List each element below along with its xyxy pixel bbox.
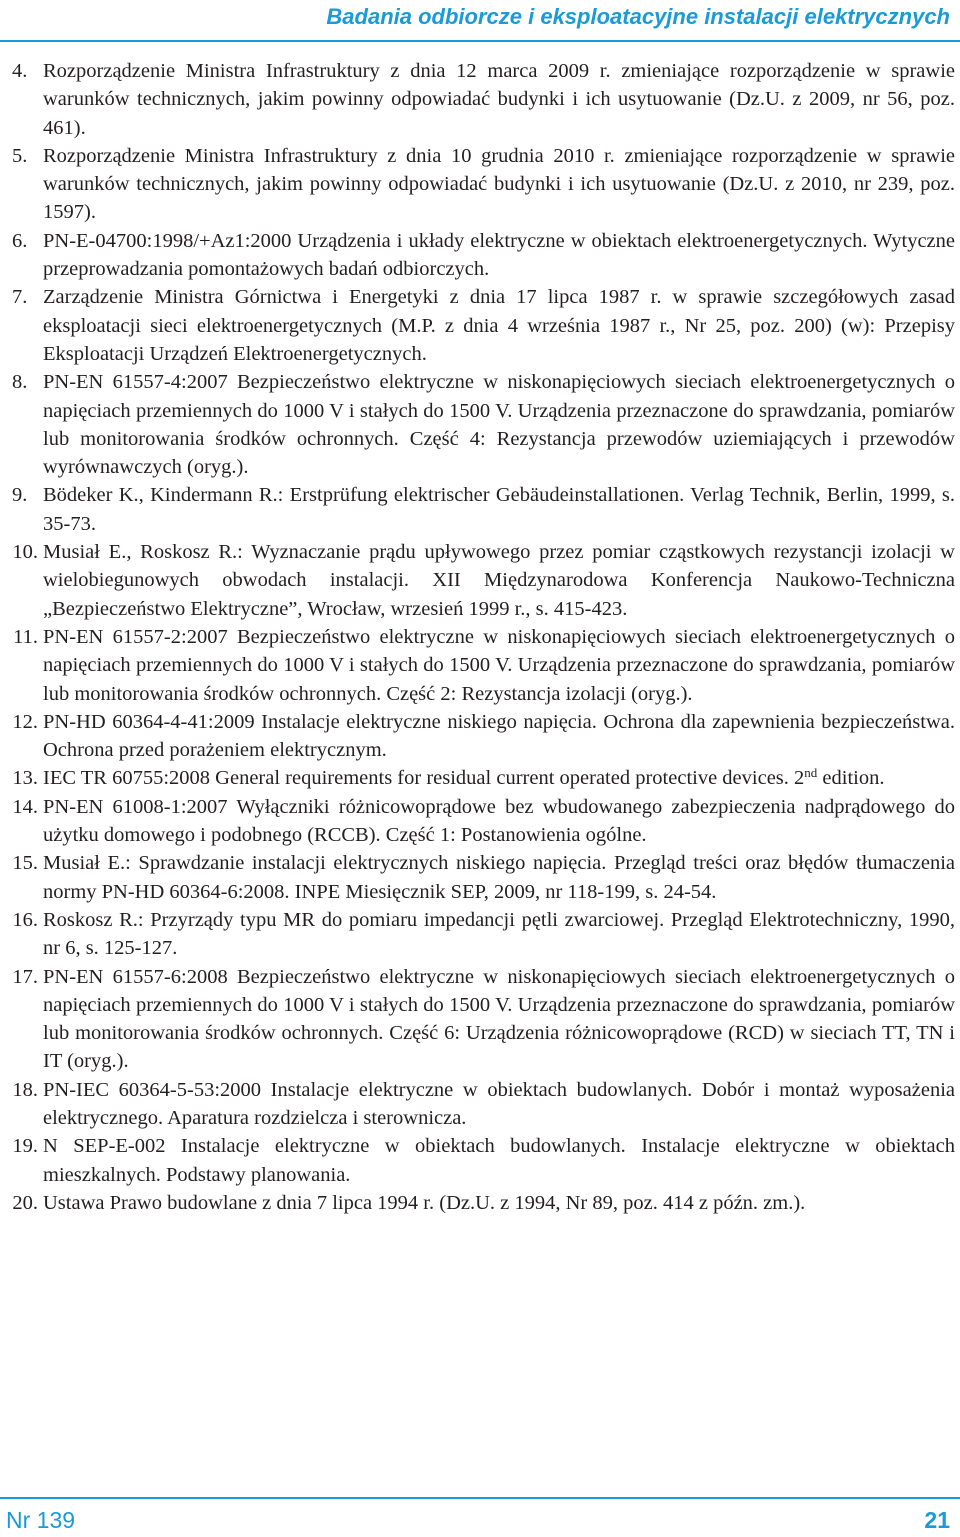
reference-number: 13. — [12, 767, 38, 790]
reference-text: PN-IEC 60364-5-53:2000 Instalacje elektryczne w obiektach budowlanych. Dobór i montaż wyposażenia elektrycznego. Aparatura rozdzielcza i sterownicza. — [43, 1078, 955, 1129]
reference-text: PN-HD 60364-4-41:2009 Instalacje elektryczne niskiego napięcia. Ochrona dla zapewnienia bezpieczeństwa. Ochrona przed porażeniem elektrycznym. — [43, 710, 955, 762]
page-number: 21 — [924, 1507, 950, 1533]
reference-item — [0, 1076, 955, 1133]
reference-item — [0, 708, 955, 765]
reference-text: Ustawa Prawo budowlane z dnia 7 lipca 1994 r. (Dz.U. z 1994, Nr 89, poz. 414 z późn. zm.). — [43, 1191, 806, 1214]
reference-text: IEC TR 60755:2008 General requirements for residual current operated protective devices. 2 — [43, 767, 805, 790]
reference-item — [0, 906, 955, 963]
reference-item — [0, 793, 955, 850]
reference-number: 12. — [12, 710, 38, 733]
reference-text: Rozporządzenie Ministra Infrastruktury z dnia 10 grudnia 2010 r. zmieniające rozporządzenie w sprawie warunków technicznych, jakim powinny odpowiadać budynki i ich usytuowanie (Dz.U. z 2010, nr 239, poz. 1597). — [43, 144, 955, 224]
reference-item — [0, 227, 955, 284]
reference-number: 9. — [12, 484, 28, 507]
reference-item — [0, 623, 955, 708]
reference-text: Roskosz R.: Przyrządy typu MR do pomiaru impedancji pętli zwarciowej. Przegląd Elektrotechniczny, 1990, nr 6, s. 125-127. — [43, 908, 955, 960]
page-footer — [0, 1497, 960, 1537]
footer-divider — [0, 1497, 960, 1499]
reference-text: Bödeker K., Kindermann R.: Erstprüfung elektrischer Gebäudeinstallationen. Verlag Technik, Berlin, 1999, s. 35-73. — [43, 484, 955, 535]
reference-text: PN-EN 61557-6:2008 Bezpieczeństwo elektryczne w niskonapięciowych sieciach elektroenergetycznych o napięciach przemiennych do 1000 V i stałych do 1500 V. Urządzenia przeznaczone do sprawdzania, pomiarów lub monitorowania środków ochronnych. Część 6: Urządzenia różnicowoprądowe (RCD) w sieciach TT, TN i IT (oryg.). — [43, 965, 955, 1073]
reference-text: PN-EN 61008-1:2007 Wyłączniki różnicowoprądowe bez wbudowanego zabezpieczenia nadprądowego do użytku domowego i podobnego (RCCB). Część 1: Postanowienia ogólne. — [43, 795, 955, 847]
header-divider — [0, 40, 960, 42]
reference-number: 19. — [12, 1135, 38, 1158]
reference-number: 5. — [12, 144, 28, 167]
reference-item — [0, 283, 955, 368]
reference-item — [0, 849, 955, 906]
reference-item — [0, 1132, 955, 1189]
reference-text: Musiał E., Roskosz R.: Wyznaczanie prądu upływowego przez pomiar cząstkowych rezystancji izolacji w wielobiegunowych obwodach instalacji. XII Międzynarodowa Konferencja Naukowo-Techniczna „Bezpieczeństwo Elektryczne”, Wrocław, wrzesień 1999 r., s. 415-423. — [43, 541, 955, 620]
reference-number: 20. — [12, 1191, 38, 1214]
reference-text: N SEP-E-002 Instalacje elektryczne w obiektach budowlanych. Instalacje elektryczne w obiektach mieszkalnych. Podstawy planowania. — [43, 1135, 955, 1186]
reference-item — [0, 1189, 955, 1217]
running-title: Badania odbiorcze i eksploatacyjne instalacji elektrycznych — [326, 4, 950, 29]
reference-text: Musiał E.: Sprawdzanie instalacji elektrycznych niskiego napięcia. Przegląd treści oraz błędów tłumaczenia normy PN-HD 60364-6:2008. INPE Miesięcznik SEP, 2009, nr 118-199, s. 24-54. — [43, 852, 955, 903]
reference-number: 15. — [12, 852, 38, 875]
reference-number: 16. — [12, 908, 38, 931]
reference-item — [0, 368, 955, 481]
issue-number: Nr 139 — [6, 1507, 76, 1533]
reference-number: 4. — [12, 60, 28, 82]
reference-item — [0, 538, 955, 623]
reference-number: 18. — [12, 1078, 38, 1101]
page-header — [0, 0, 960, 44]
reference-item — [0, 963, 955, 1076]
reference-item — [0, 481, 955, 538]
reference-item — [0, 57, 955, 142]
reference-list — [0, 57, 955, 1217]
reference-number: 11. — [13, 625, 38, 648]
reference-text: Zarządzenie Ministra Górnictwa i Energetyki z dnia 17 lipca 1987 r. w sprawie szczegółowych zasad eksploatacji sieci elektroenergetycznych (M.P. z dnia 4 września 1987 r., Nr 25, poz. 200) (w): Przepisy Eksploatacji Urządzeń Elektroenergetycznych. — [43, 286, 955, 365]
reference-text: PN-E-04700:1998/+Az1:2000 Urządzenia i układy elektryczne w obiektach elektroenergetycznych. Wytyczne przeprowadzania pomontażowych badań odbiorczych. — [43, 229, 955, 281]
reference-item — [0, 764, 955, 792]
reference-text: PN-EN 61557-2:2007 Bezpieczeństwo elektryczne w niskonapięciowych sieciach elektroenergetycznych o napięciach przemiennych do 1000 V i stałych do 1500 V. Urządzenia przeznaczone do sprawdzania, pomiarów lub monitorowania środków ochronnych. Część 2: Rezystancja izolacji (oryg.). — [43, 625, 955, 705]
reference-text: PN-EN 61557-4:2007 Bezpieczeństwo elektryczne w niskonapięciowych sieciach elektroenergetycznych o napięciach przemiennych do 1000 V i stałych do 1500 V. Urządzenia przeznaczone do sprawdzania, pomiarów lub monitorowania środków ochronnych. Część 4: Rezystancja przewodów uziemiających i przewodów wyrównawczych (oryg.). — [43, 371, 955, 479]
superscript: nd — [804, 765, 818, 781]
reference-item — [0, 142, 955, 227]
reference-number: 6. — [12, 229, 28, 252]
reference-number: 17. — [12, 965, 38, 988]
reference-text: Rozporządzenie Ministra Infrastruktury z dnia 12 marca 2009 r. zmieniające rozporządzenie w sprawie warunków technicznych, jakim powinny odpowiadać budynki i ich usytuowanie (Dz.U. z 2009, nr 56, poz. 461). — [43, 60, 955, 139]
reference-number: 8. — [12, 371, 28, 394]
reference-number: 14. — [12, 795, 38, 818]
reference-number: 10. — [12, 541, 38, 564]
reference-text-continued: edition. — [817, 767, 885, 790]
reference-number: 7. — [12, 286, 28, 309]
